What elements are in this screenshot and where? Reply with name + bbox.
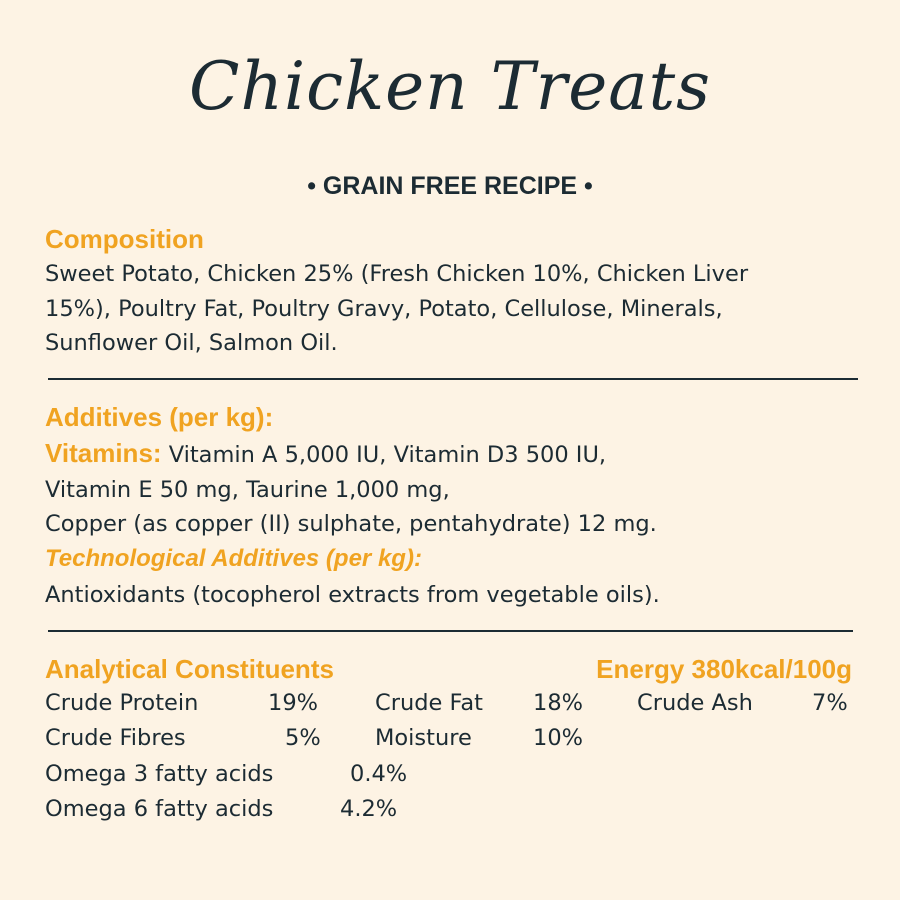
constituent-value: 0.4% <box>350 761 408 787</box>
constituent-value: 4.2% <box>340 796 398 822</box>
constituent-label: Omega 6 fatty acids <box>45 796 274 822</box>
composition-line: Sunflower Oil, Salmon Oil. <box>45 330 338 356</box>
vitamins-block <box>45 436 875 542</box>
constituent-value: 18% <box>533 690 584 716</box>
divider <box>48 630 853 632</box>
constituent-label: Crude Protein <box>45 690 199 716</box>
analytical-heading: Analytical Constituents <box>45 654 334 684</box>
tech-additives-text: Antioxidants (tocopherol extracts from vegetable oils). <box>45 582 660 608</box>
constituent-value: 5% <box>285 725 321 751</box>
constituent-label: Crude Fat <box>375 690 483 716</box>
composition-text <box>45 257 875 361</box>
constituent-label: Crude Fibres <box>45 725 186 751</box>
vitamins-line <box>45 436 875 473</box>
tech-additives-heading: Technological Additives (per kg): <box>45 545 422 572</box>
composition-line: Sweet Potato, Chicken 25% (Fresh Chicken 10%, Chicken Liver <box>45 261 749 287</box>
vitamins-line: Copper (as copper (II) sulphate, pentahydrate) 12 mg. <box>45 511 657 537</box>
constituent-value: 10% <box>533 725 584 751</box>
vitamins-text: Vitamin A 5,000 IU, Vitamin D3 500 IU, <box>161 442 607 468</box>
constituent-value: 19% <box>268 690 319 716</box>
page-subtitle: • GRAIN FREE RECIPE • <box>307 172 593 200</box>
constituent-value: 7% <box>812 690 848 716</box>
constituent-label: Crude Ash <box>637 690 753 716</box>
composition-heading: Composition <box>45 224 204 254</box>
composition-line: 15%), Poultry Fat, Poultry Gravy, Potato, Cellulose, Minerals, <box>45 295 723 322</box>
constituent-label: Omega 3 fatty acids <box>45 761 274 787</box>
page-title: Chicken Treats <box>189 48 711 125</box>
vitamins-label: Vitamins: <box>45 438 162 468</box>
constituent-label: Moisture <box>375 725 472 751</box>
energy-value: Energy 380kcal/100g <box>596 654 852 684</box>
additives-heading: Additives (per kg): <box>45 402 274 432</box>
divider <box>48 378 858 380</box>
vitamins-line: Vitamin E 50 mg, Taurine 1,000 mg, <box>45 476 450 503</box>
